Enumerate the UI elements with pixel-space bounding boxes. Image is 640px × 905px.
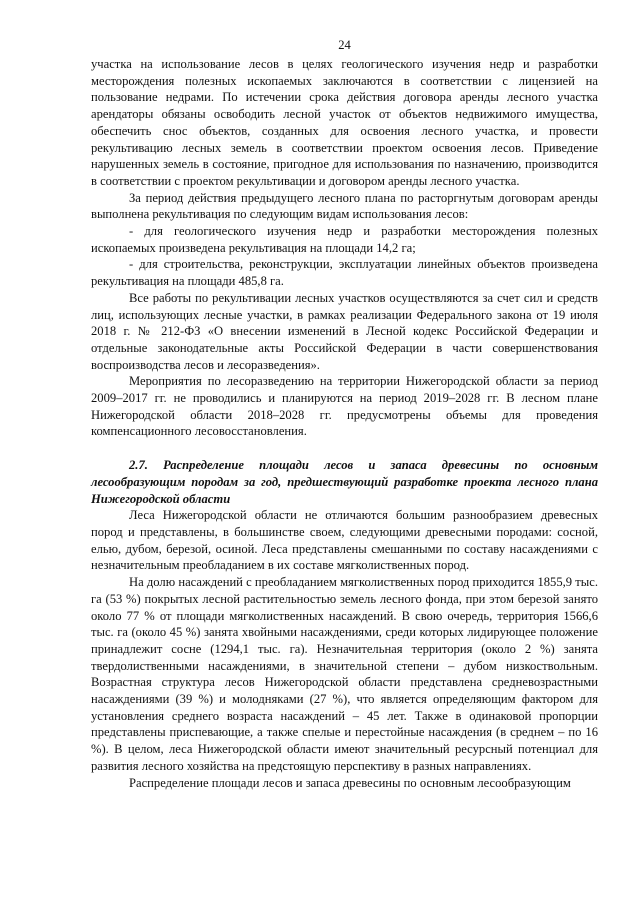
paragraph-reclamation-geology: - для геологического изучения недр и разработки месторождения полезных ископаемых произведена рекультивация на площади 14,2 га; <box>91 224 598 255</box>
paragraph-lease-release: участка на использование лесов в целях геологического изучения недр и разработки месторождения полезных ископаемых заключаются в соответствии с лицензией на пользование недрами. По истечении срока действия договора аренды лесного участка арендаторы обязаны освободить лесной участок от объектов недвижимого имущества, обеспечить снос объектов, созданных для освоения лесного участка, и провести рекультивацию лесных земель в соответствии проектом освоения лесов. Приведение нарушенных земель в состояние, пригодное для использования по назначению, производится в соответствии с проектом рекультивации и договором аренды лесного участка. <box>91 57 598 188</box>
paragraph-distribution-start: Распределение площади лесов и запаса древесины по основным лесообразующим <box>129 775 571 790</box>
section-heading: 2.7. Распределение площади лесов и запаса древесины по основным лесообразующим породам за год, предшествующий разработке проекта лесного плана Нижегородской области <box>91 458 598 506</box>
paragraph-afforestation: Мероприятия по лесоразведению на территории Нижегородской области за период 2009–2017 гг. не проводились и планируются на период 2019–2028 гг. В лесном плане Нижегородской области 2018–2028 гг. предусмотрены объемы для проведения компенсационного лесовосстановления. <box>91 374 598 439</box>
paragraph-reclamation-linear: - для строительства, реконструкции, эксплуатации линейных объектов произведена рекультивация на площади 485,8 га. <box>91 257 598 289</box>
paragraph-species-shares: На долю насаждений с преобладанием мягколиственных пород приходится 1855,9 тыс. га (53 %) покрытых лесной растительностью земель лесного фонда, при этом березой занято около 77 % от площади мягколиственных насаждений. В свою очередь, территория 1566,6 тыс. га (около 45 %) занята хвойными насаждениями, среди которых лидирующее положение принадлежит сосне (1294,1 тыс. га). Незначительная территория (около 2 %) занята твердолиственными насаждениями, в значительной степени – дубом низкоствольным. Возрастная структура лесов Нижегородской области представлена средневозрастными насаждениями (39 %) и молодняками (27 %), что является определяющим фактором для установления среднего возраста насаждений – 45 лет. Также в одинаковой пропорции представлены приспевающие, а также спелые и перестойные насаждения (в среднем – по 16 %). В целом, леса Нижегородской области имеют значительный ресурсный потенциал для развития лесного хозяйства на предстоящую перспективу в разных направлениях. <box>91 575 598 773</box>
paragraph-reclamation-funding: Все работы по рекультивации лесных участков осуществляются за счет сил и средств лиц, использующих лесные участки, в рамках реализации Федерального закона от 19 июля 2018 г. № 212-ФЗ «О внесении изменений в Лесной кодекс Российской Федерации и отдельные законодательные акты Российской Федерации в части совершенствования воспроизводства лесов и лесоразведения». <box>91 290 598 372</box>
paragraph-species-overview: Леса Нижегородской области не отличаются большим разнообразием древесных пород и представлены, в большинстве своем, следующими древесными породами: сосной, елью, дубом, березой, осиной. Леса представлены смешанными по составу насаждениями с незначительным преобладанием в их составе мягколиственных пород. <box>91 508 598 573</box>
page-number: 24 <box>338 38 351 52</box>
document-body <box>91 56 598 791</box>
paragraph-reclamation-intro: За период действия предыдущего лесного плана по расторгнутым договорам аренды выполнена рекультивация по следующим видам использования лесов: <box>91 190 598 222</box>
